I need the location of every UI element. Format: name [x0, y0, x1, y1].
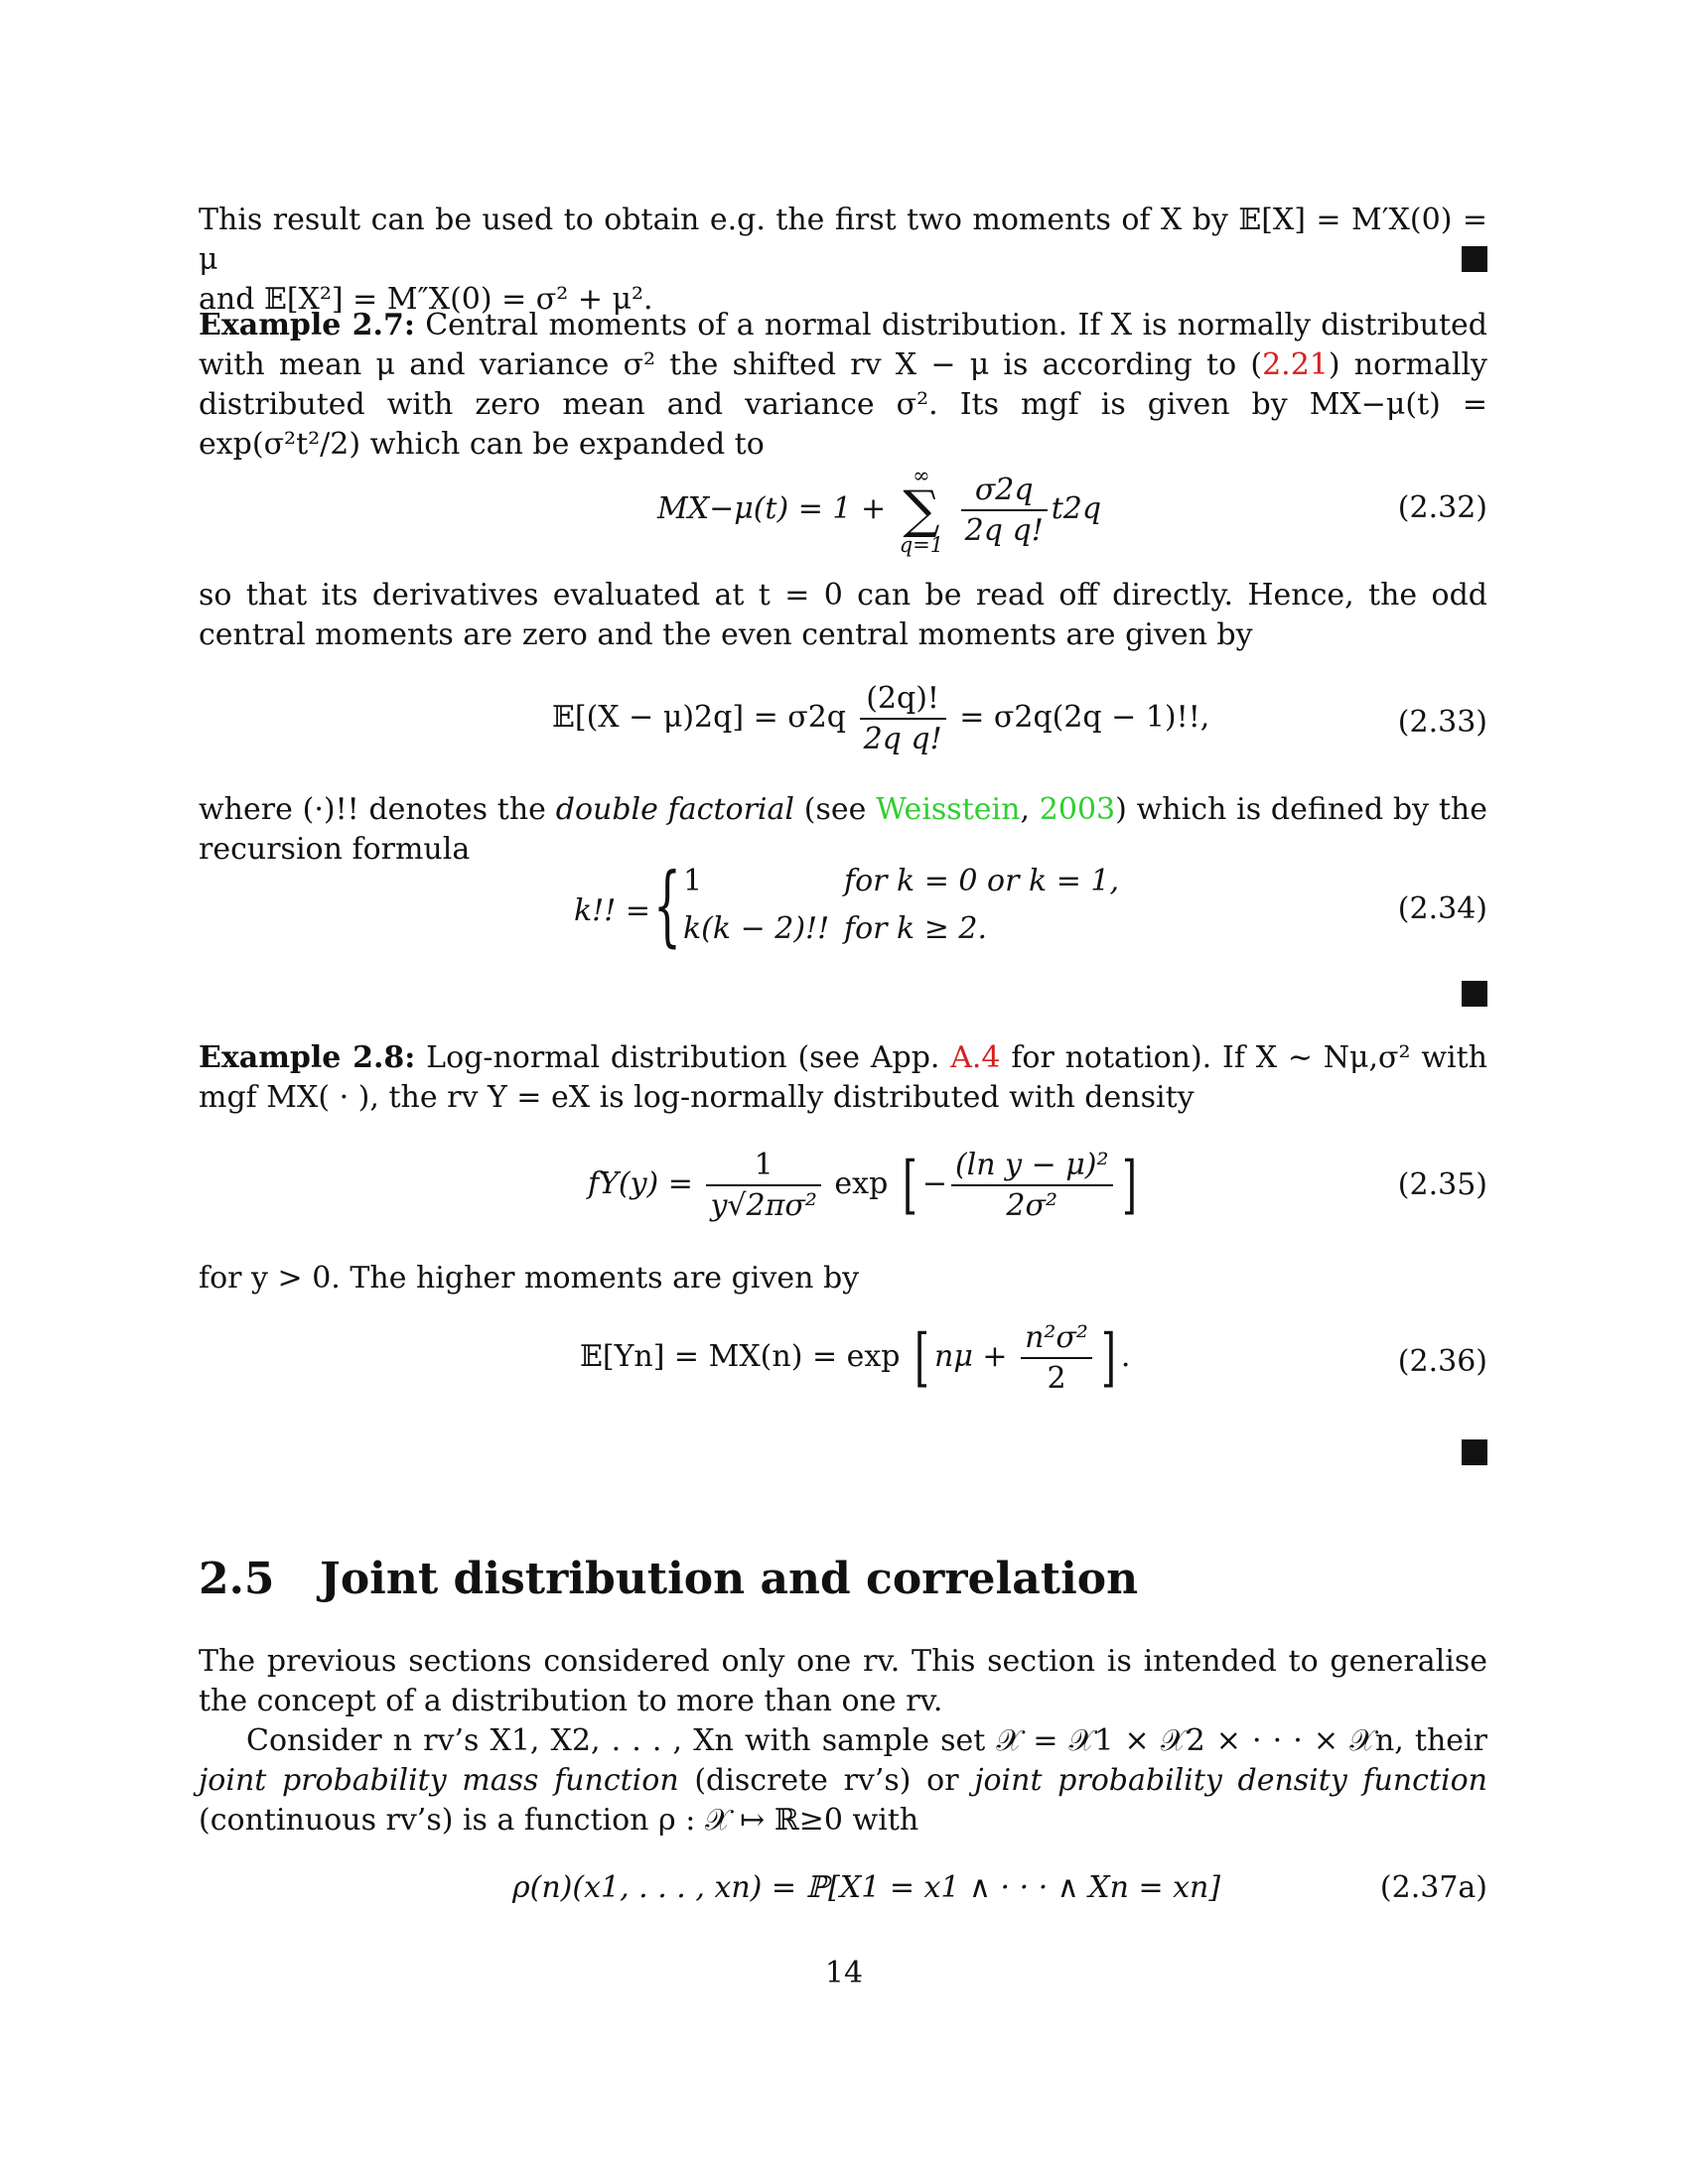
joint-pmf-term: joint probability mass function: [199, 1763, 679, 1798]
eq236-lhs: 𝔼[Yn] = MX(n) = exp: [580, 1339, 901, 1374]
intro-line-2: and 𝔼[X²] = M″X(0) = σ² + μ².: [199, 282, 653, 317]
eq-number-2-33: (2.33): [1397, 705, 1487, 740]
section-paragraph-1: The previous sections considered only one rv. This section is intended to generalise the concept of a distribution to more than one rv.: [199, 1644, 1487, 1718]
eq235-lhs: fY(y) =: [588, 1166, 693, 1201]
eq236-numerator: n²σ²: [1025, 1320, 1088, 1355]
right-bracket: ]: [1121, 1149, 1137, 1222]
eq236-fraction: [1021, 1320, 1092, 1396]
equation-2-37a: ρ(n)(x1, . . . , xn) = ℙ[X1 = x1 ∧ · · · ∧ Xn = xn]: [512, 1870, 1221, 1905]
qed-mark: [1462, 981, 1487, 1007]
double-factorial-text-c: ) which is defined by the recursion formula: [199, 792, 1487, 867]
qed-mark: [1462, 246, 1487, 272]
eq233-denominator: 2q q!: [860, 718, 946, 756]
eq233-fraction: [860, 681, 946, 756]
eq235-inner-numerator: (ln y − μ)²: [954, 1148, 1109, 1182]
qed-mark: [1462, 1439, 1487, 1465]
left-bracket: [: [902, 1149, 917, 1222]
example-2-8-text-a: Log-normal distribution (see App.: [426, 1040, 951, 1075]
double-factorial-term: double factorial: [555, 792, 794, 827]
citation-year[interactable]: 2003: [1039, 792, 1116, 827]
sum-symbol: ∞ ∑ q=1: [899, 464, 944, 557]
equation-ref-2-21[interactable]: 2.21: [1262, 347, 1329, 382]
eq232-lhs: MX−μ(t) = 1 +: [657, 491, 887, 526]
eq235-inner-fraction: [951, 1148, 1113, 1223]
eq232-denominator: 2q q!: [961, 509, 1048, 548]
eq234-case2-value: k(k − 2)!!: [683, 911, 830, 946]
eq235-exp: exp: [834, 1166, 889, 1201]
section-paragraph-2: [199, 1721, 1487, 1841]
joint-pdf-term: joint probability density function: [974, 1763, 1487, 1798]
eq-number-2-32: (2.32): [1397, 490, 1487, 525]
section-paragraph-2-text-b: (discrete rv’s) or: [678, 1763, 975, 1798]
eq234-case2-condition: for k ≥ 2.: [844, 911, 988, 946]
right-bracket: ]: [1100, 1321, 1116, 1395]
eq233-rhs: = σ2q(2q − 1)!!,: [959, 700, 1210, 735]
eq233-numerator: (2q)!: [866, 681, 939, 716]
eq232-tail: t2q: [1051, 491, 1102, 526]
eq-number-2-35: (2.35): [1397, 1167, 1487, 1202]
example-2-8-text-b: for notation). If X ∼ Nμ,σ² with mgf MX( · ), the rv Y = eX is log-normally distributed with density: [199, 1040, 1487, 1115]
citation-author[interactable]: Weisstein: [876, 792, 1021, 827]
example-2-8-paragraph: [199, 1038, 1487, 1118]
appendix-ref-a-4[interactable]: A.4: [950, 1040, 1001, 1075]
eq-number-2-37a: (2.37a): [1379, 1870, 1487, 1905]
section-paragraph-2-text-a: Consider n rv’s X1, X2, . . . , Xn with sample set 𝒳 = 𝒳1 × 𝒳2 × · · · × 𝒳n, their: [246, 1723, 1487, 1758]
equation-2-35: fY(y) = $\frac{1}{\text{y√2πσ²}}$ exp [ − $\frac{\text{(ln y − μ)²}}{\text{2σ²}}$ ]: [588, 1148, 1137, 1223]
section-heading: [199, 1554, 1138, 1604]
eq234-case1-value: 1: [683, 864, 703, 898]
eq232-numerator: σ2q: [974, 473, 1034, 507]
citation-separator: ,: [1020, 792, 1040, 827]
eq236-inner: nμ +: [934, 1339, 1008, 1374]
eq-number-2-34: (2.34): [1397, 891, 1487, 926]
section-title: Joint distribution and correlation: [320, 1554, 1139, 1604]
double-factorial-text-a: where (·)!! denotes the: [199, 792, 556, 827]
eq235-denominator: y√2πσ²: [706, 1184, 820, 1223]
intro-line-1: This result can be used to obtain e.g. the first two moments of X by 𝔼[X] = M′X(0) = μ: [199, 203, 1487, 277]
sum-upper-limit: ∞: [913, 464, 930, 487]
section-number: 2.5: [199, 1554, 275, 1604]
example-2-7-paragraph: [199, 306, 1487, 465]
equation-2-36: 𝔼[Yn] = MX(n) = exp [ nμ + $\frac{\text{n²σ²}}{2}$ ] .: [580, 1320, 1131, 1396]
eq234-lhs: k!! =: [574, 893, 650, 928]
example-2-7-text-b: ) normally distributed with zero mean and variance σ². Its mgf is given by MX−μ(t) = exp(σ²t²/2) which can be expanded to: [199, 347, 1488, 462]
example-2-8-continuation: for y > 0. The higher moments are given by: [199, 1261, 860, 1296]
page-number: 14: [824, 1956, 864, 1990]
eq234-case1-condition: for k = 0 or k = 1,: [844, 864, 1120, 898]
double-factorial-paragraph: [199, 790, 1487, 870]
sum-lower-limit: q=1: [899, 533, 944, 557]
example-2-7-text-a: Central moments of a normal distribution. If X is normally distributed with mean μ and variance σ² the shifted rv X − μ is according to (: [199, 308, 1487, 382]
eq235-numerator: 1: [754, 1148, 774, 1182]
example-2-8-label: Example 2.8:: [199, 1040, 416, 1075]
section-paragraph-2-text-c: (continuous rv’s) is a function ρ : 𝒳 ↦ ℝ≥0 with: [199, 1803, 919, 1838]
eq232-fraction: [961, 473, 1048, 548]
example-2-7-continuation: so that its derivatives evaluated at t = 0 can be read off directly. Hence, the odd central moments are zero and the even central moments are given by: [199, 578, 1487, 652]
intro-paragraph: [199, 201, 1487, 320]
eq235-inner-denominator: 2σ²: [951, 1184, 1113, 1223]
left-bracket: [: [914, 1321, 930, 1395]
eq234-brace: {: [653, 854, 681, 956]
eq236-denominator: 2: [1021, 1357, 1092, 1396]
equation-2-33: [552, 681, 1209, 756]
equation-2-32: [657, 465, 1101, 556]
eq-number-2-36: (2.36): [1397, 1344, 1487, 1379]
example-2-7-label: Example 2.7:: [199, 308, 415, 342]
eq235-fraction: [706, 1148, 820, 1223]
eq233-lhs: 𝔼[(X − μ)2q] = σ2q: [552, 700, 847, 735]
double-factorial-text-b: (see: [793, 792, 877, 827]
